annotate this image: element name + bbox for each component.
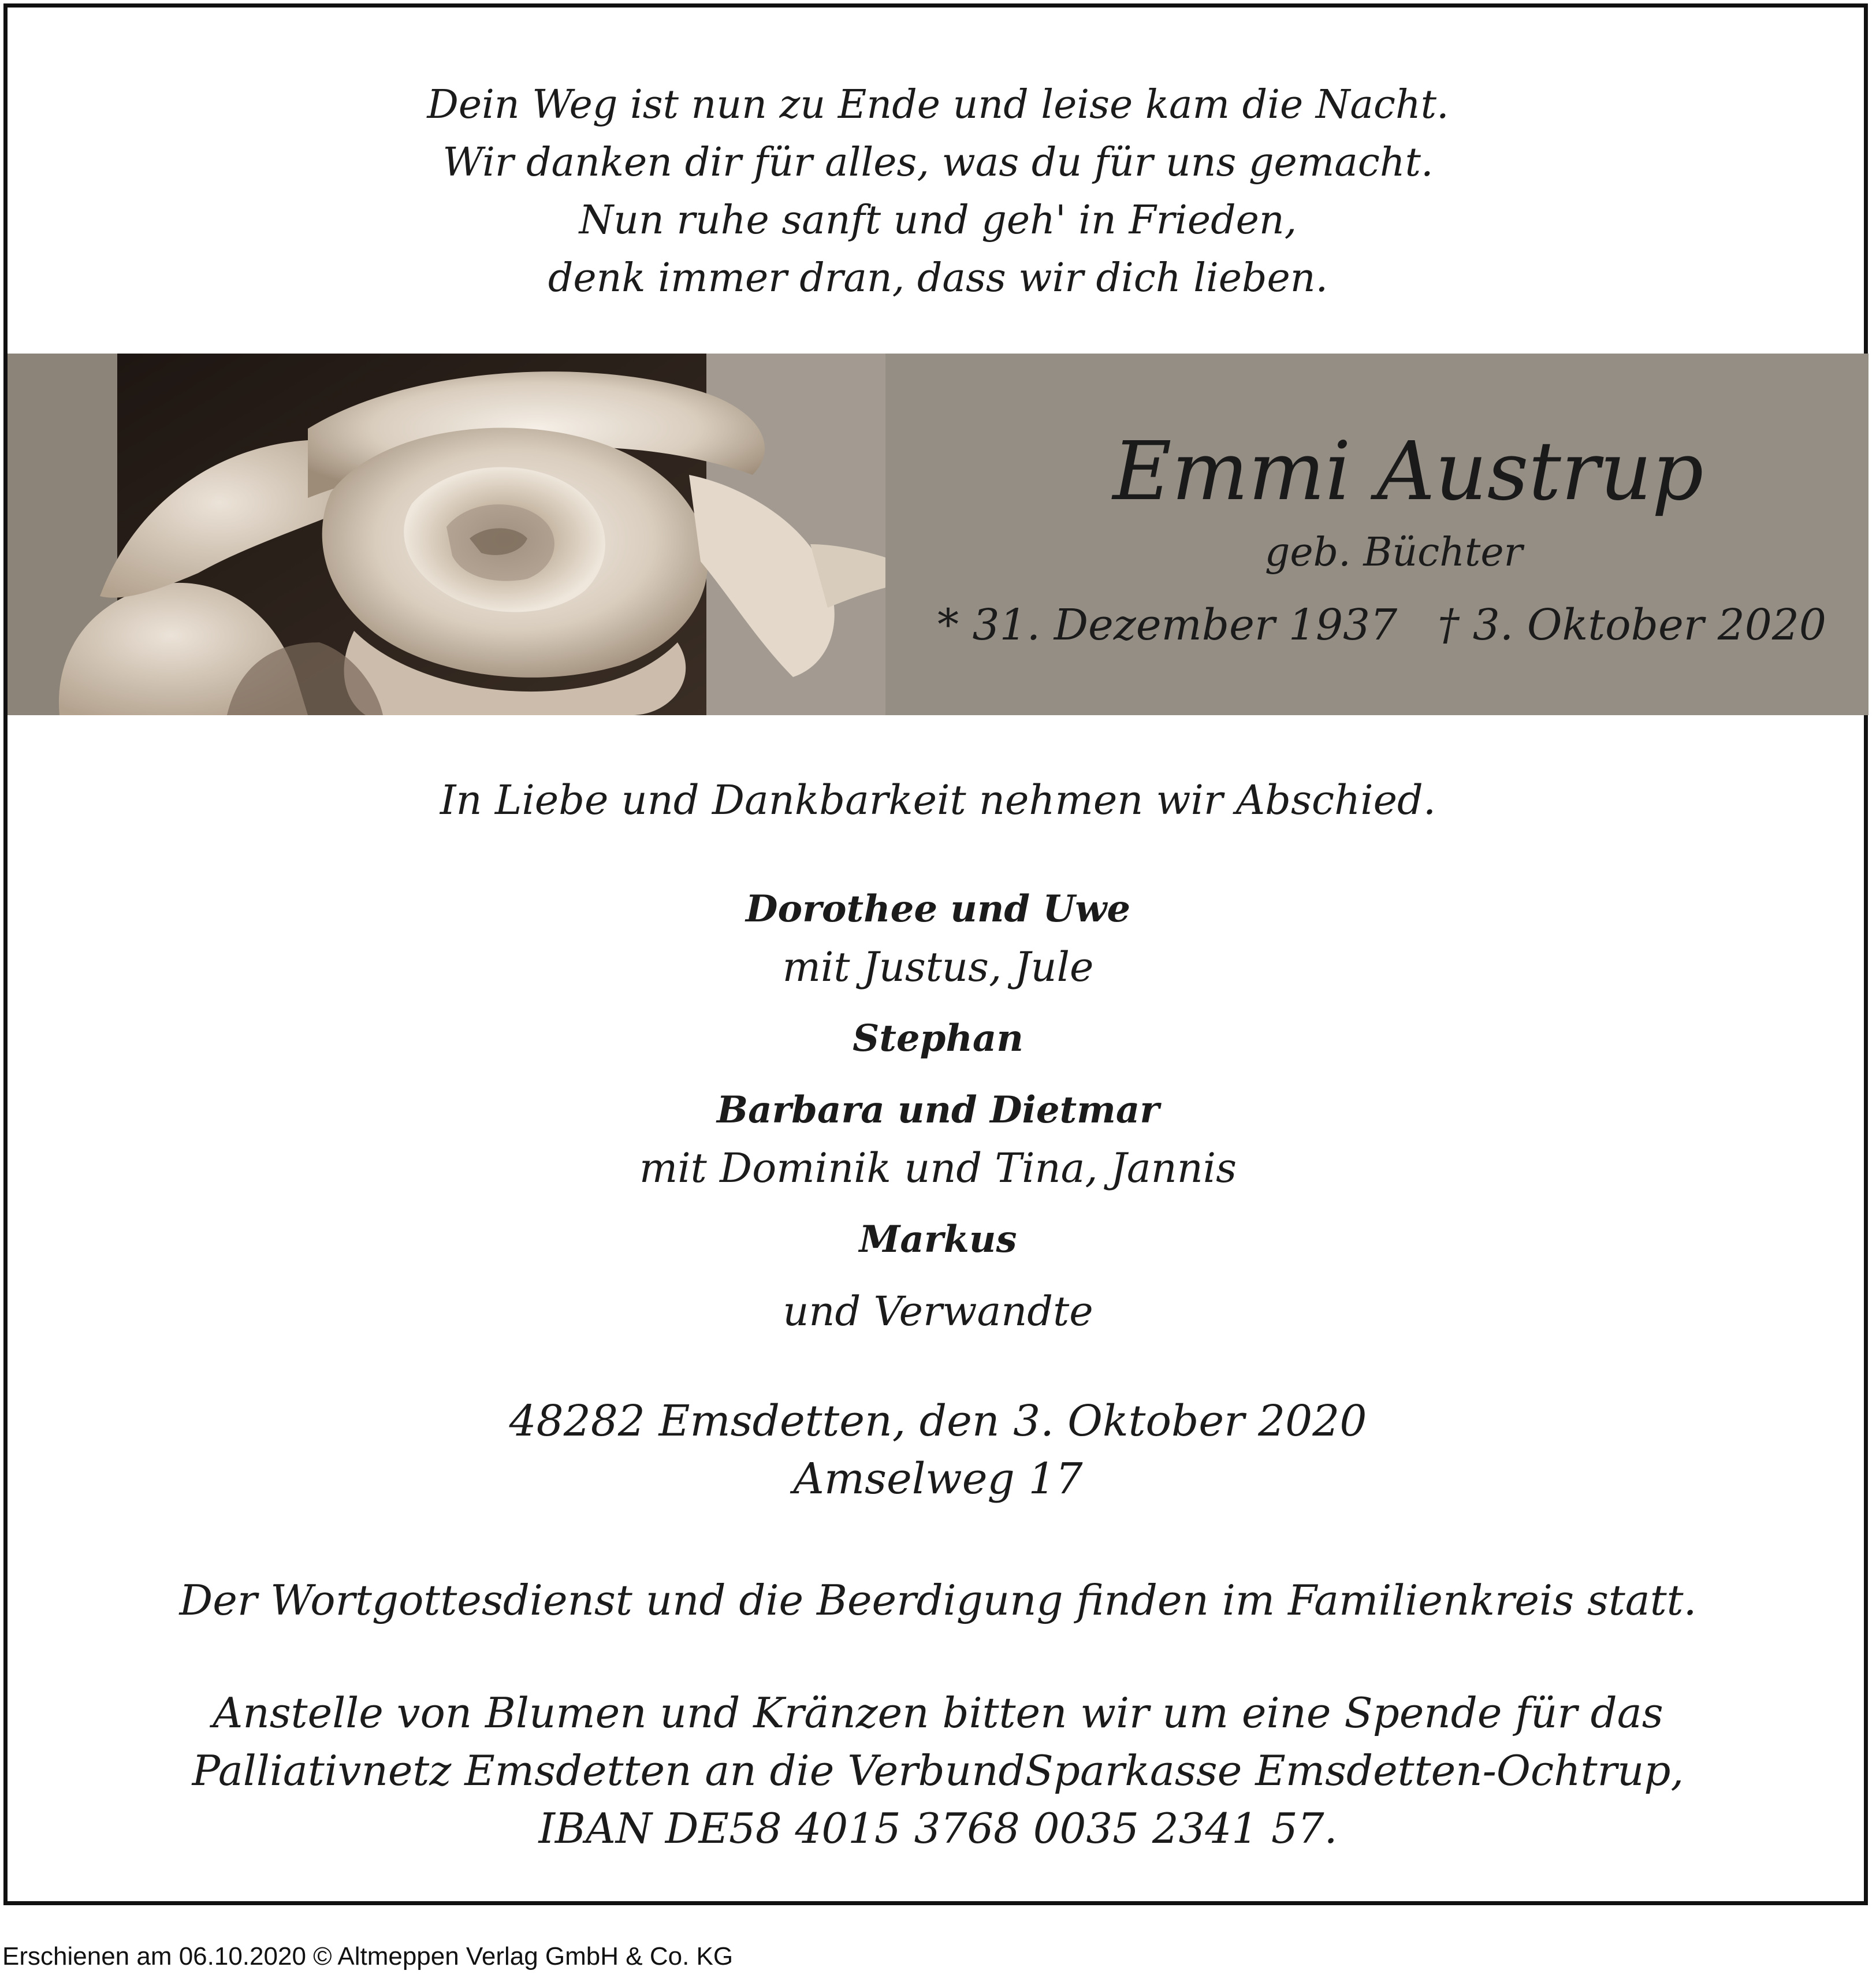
donation-note [0, 1684, 1876, 1857]
place-and-address [0, 1392, 1876, 1508]
donation-iban: IBAN DE58 4015 3768 0035 2341 57. [538, 1804, 1338, 1853]
deceased-name: Emmi Austrup [1112, 425, 1704, 519]
family-group-name: Dorothee und Uwe [745, 887, 1131, 931]
birth-date: * 31. Dezember 1937 [937, 600, 1398, 650]
verse-line: Nun ruhe sanft und geh' in Frieden, [579, 198, 1297, 243]
verse-line: Wir danken dir für alles, was du für uns gemacht. [442, 140, 1434, 185]
name-banner [8, 354, 1868, 715]
family-group-members: mit Justus, Jule [782, 943, 1094, 991]
verse [0, 76, 1876, 307]
service-note: Der Wortgottesdienst und die Beerdigung finden im Familienkreis statt. [179, 1576, 1697, 1624]
family-group-members: mit Dominik und Tina, Jannis [639, 1144, 1237, 1192]
family-group-name: Stephan [853, 1017, 1023, 1060]
rose-photo [8, 354, 885, 715]
family-group-name: Barbara und Dietmar [716, 1088, 1160, 1132]
publication-footer: Erschienen am 06.10.2020 © Altmeppen Verlag GmbH & Co. KG [2, 1942, 734, 1970]
farewell-line: In Liebe und Dankbarkeit nehmen wir Abschied. [440, 776, 1436, 824]
relatives-line: und Verwandte [783, 1288, 1093, 1335]
family-group-name: Markus [859, 1218, 1017, 1261]
place-date: 48282 Emsdetten, den 3. Oktober 2020 [509, 1396, 1367, 1446]
donation-line: Palliativnetz Emsdetten an die VerbundSparkasse Emsdetten-Ochtrup, [192, 1746, 1684, 1795]
verse-line: denk immer dran, dass wir dich lieben. [548, 255, 1328, 301]
maiden-name: geb. Büchter [1264, 530, 1523, 575]
life-dates [937, 599, 1826, 651]
donation-line: Anstelle von Blumen und Kränzen bitten wir um eine Spende für das [213, 1689, 1663, 1737]
family-list [0, 880, 1876, 1340]
street-address: Amselweg 17 [793, 1454, 1083, 1504]
death-date: † 3. Oktober 2020 [1438, 600, 1827, 650]
verse-line: Dein Weg ist nun zu Ende und leise kam die Nacht. [427, 82, 1449, 128]
